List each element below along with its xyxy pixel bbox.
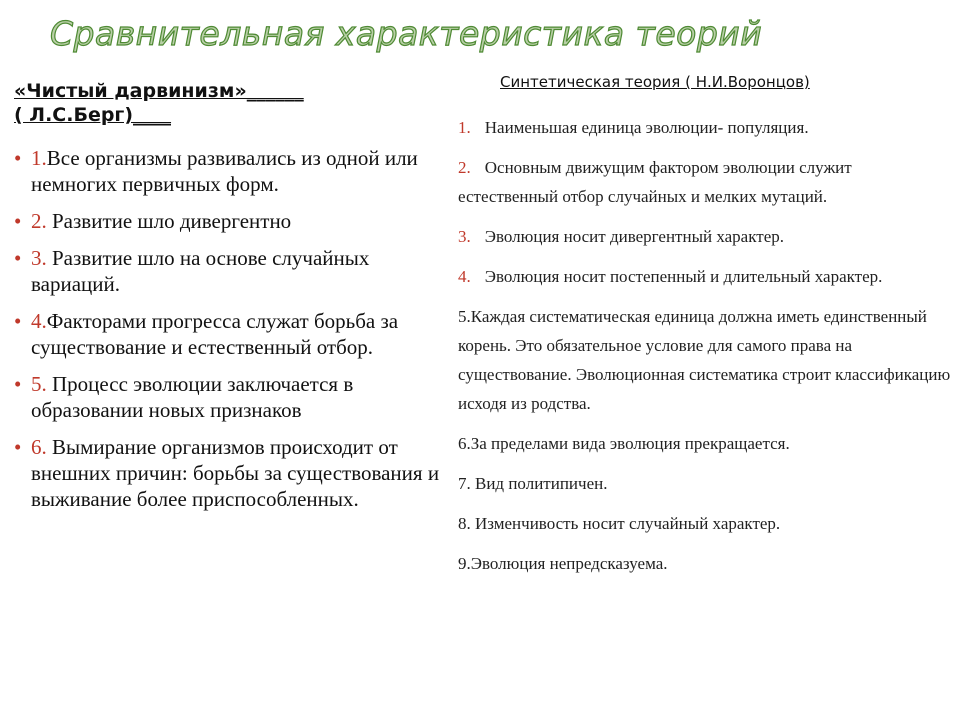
list-item [14, 434, 454, 512]
bullet-icon: • [14, 146, 22, 170]
item-text: Факторами прогресса служат борьба за существование и естественный отбор. [31, 309, 399, 359]
item-text: Эволюция носит постепенный и длительный характер. [484, 267, 883, 286]
list-item [458, 469, 953, 498]
item-number: 4. [458, 267, 471, 286]
list-item [458, 509, 953, 538]
item-text: Эволюция носит дивергентный характер. [484, 227, 784, 246]
right-numbered-list [458, 113, 953, 589]
slide-title: Сравнительная характеристика теорий [50, 14, 763, 53]
item-text: 5.Каждая систематическая единица должна иметь единственный корень. Это обязательное условие для самого права на существование. Эволюционная систематика строит классификацию исходя из родства. [458, 307, 951, 413]
list-item [14, 371, 454, 423]
list-item [14, 208, 454, 234]
item-number: 1. [458, 118, 471, 137]
item-number: 2. [31, 209, 47, 233]
item-text: Процесс эволюции заключается в образовании новых признаков [31, 372, 354, 422]
list-item [458, 429, 953, 458]
item-number: 3. [458, 227, 471, 246]
left-heading-line-1: «Чистый дарвинизм»______ [14, 80, 304, 102]
item-text: 9.Эволюция непредсказуема. [458, 554, 668, 573]
list-item [458, 153, 953, 211]
item-text: 7. Вид политипичен. [458, 474, 608, 493]
item-text: 6.За пределами вида эволюция прекращается. [458, 434, 790, 453]
item-number: 5. [31, 372, 47, 396]
item-text: Вымирание организмов происходит от внешних причин: борьбы за существования и выживание более приспособленных. [31, 435, 440, 511]
list-item [14, 308, 454, 360]
item-text: Основным движущим фактором эволюции служит естественный отбор случайных и мелких мутаций. [458, 158, 852, 206]
item-number: 4. [31, 309, 47, 333]
item-text: Развитие шло на основе случайных вариаций. [31, 246, 370, 296]
item-text: 8. Изменчивость носит случайный характер. [458, 514, 781, 533]
left-column-heading [14, 79, 354, 127]
item-number: 1. [31, 146, 47, 170]
list-item [14, 245, 454, 297]
item-number: 2. [458, 158, 471, 177]
list-item [458, 262, 953, 291]
bullet-icon: • [14, 209, 22, 233]
bullet-icon: • [14, 246, 22, 270]
item-number: 3. [31, 246, 47, 270]
item-number: 6. [31, 435, 47, 459]
left-bullet-list [14, 145, 454, 523]
item-text: Наименьшая единица эволюции- популяция. [484, 118, 809, 137]
list-item [458, 113, 953, 142]
right-column-heading: Синтетическая теория ( Н.И.Воронцов) [500, 73, 810, 91]
item-text: Развитие шло дивергентно [46, 209, 292, 233]
list-item [458, 302, 953, 418]
bullet-icon: • [14, 435, 22, 459]
list-item [14, 145, 454, 197]
bullet-icon: • [14, 372, 22, 396]
list-item [458, 222, 953, 251]
list-item [458, 549, 953, 578]
left-heading-line-2: ( Л.С.Берг)____ [14, 104, 172, 126]
item-text: Все организмы развивались из одной или немногих первичных форм. [31, 146, 418, 196]
bullet-icon: • [14, 309, 22, 333]
